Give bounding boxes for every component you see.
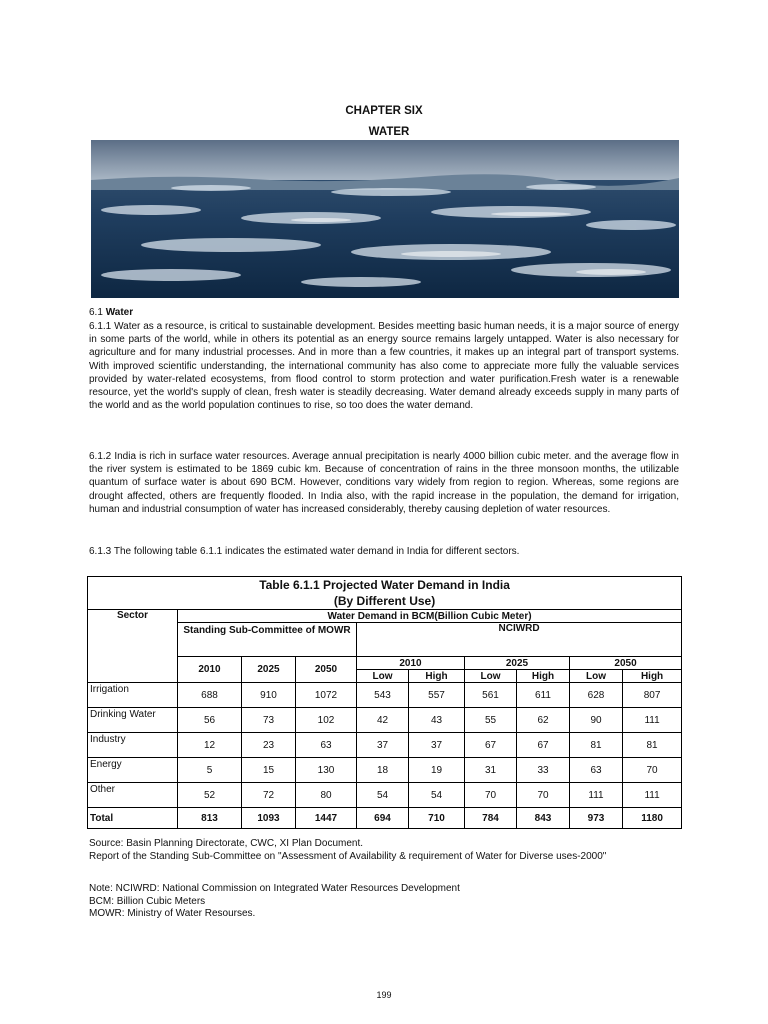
value-cell: 81 [570, 733, 623, 758]
value-cell: 910 [242, 683, 296, 708]
sector-label: Other [88, 783, 178, 808]
total-label: Total [88, 808, 178, 829]
group-header-mowr: Standing Sub-Committee of MOWR [178, 623, 357, 657]
low-header: Low [357, 670, 409, 683]
value-cell: 62 [517, 708, 570, 733]
year-header: 2010 [357, 657, 465, 670]
total-value-cell: 784 [465, 808, 517, 829]
table-row [88, 783, 682, 808]
value-cell: 628 [570, 683, 623, 708]
value-cell: 37 [409, 733, 465, 758]
value-cell: 23 [242, 733, 296, 758]
ocean-waves-photo [91, 140, 679, 298]
value-cell: 70 [465, 783, 517, 808]
table-row [88, 683, 682, 708]
year-header: 2050 [296, 657, 357, 683]
value-cell: 37 [357, 733, 409, 758]
high-header: High [409, 670, 465, 683]
source-line: Source: Basin Planning Directorate, CWC, XI Plan Document. [89, 838, 364, 849]
section-title: Water [105, 307, 134, 318]
value-cell: 111 [623, 708, 682, 733]
source-notes [89, 838, 709, 863]
total-value-cell: 1447 [296, 808, 357, 829]
value-cell: 31 [465, 758, 517, 783]
value-cell: 70 [623, 758, 682, 783]
chapter-title: WATER [368, 126, 410, 138]
value-cell: 81 [623, 733, 682, 758]
value-cell: 55 [465, 708, 517, 733]
paragraph-6-1-1: 6.1.1 Water as a resource, is critical to sustainable development. Besides meetting basic human needs, it is a major source of energy in some parts of the world, while in others its potential as an energy source remains largely untapped. Water is also necessary for agriculture and for many industrial processes. And in more than a few countries, it makes up an integral part of transport systems. With improved scientific understanding, the international community has also come to appreciate more fully the valuable services provided by water-related ecosystems, from flood control to storm protection and water purification.Fresh water is a renewable resource, yet the world's supply of clean, fresh water is steadily decreasing. Water demand already exceeds supply in many parts of the world and as the world population continues to rise, so too does the water demand. [89, 321, 679, 412]
year-header: 2010 [178, 657, 242, 683]
table-subtitle: (By Different Use) [333, 594, 436, 608]
value-cell: 90 [570, 708, 623, 733]
value-cell: 43 [409, 708, 465, 733]
value-cell: 56 [178, 708, 242, 733]
section-number: 6.1 [89, 307, 103, 318]
total-value-cell: 710 [409, 808, 465, 829]
high-header: High [517, 670, 570, 683]
total-value-cell: 1093 [242, 808, 296, 829]
total-value-cell: 694 [357, 808, 409, 829]
total-value-cell: 973 [570, 808, 623, 829]
value-cell: 543 [357, 683, 409, 708]
source-line: Report of the Standing Sub-Committee on "Assessment of Availability & requirement of Water for Diverse uses-2000" [89, 850, 607, 862]
high-header: High [623, 670, 682, 683]
low-header: Low [465, 670, 517, 683]
value-cell: 54 [357, 783, 409, 808]
value-cell: 18 [357, 758, 409, 783]
table-row-total [88, 808, 682, 829]
value-cell: 15 [242, 758, 296, 783]
table-row [88, 708, 682, 733]
paragraph-6-1-2: 6.1.2 India is rich in surface water resources. Average annual precipitation is nearly 4000 billion cubic meter. and the average flow in the river system is estimated to be 1869 cubic km. Because of concentration of rains in the three monsoon months, the utilizable quantum of surface water is about 690 BCM. However, conditions vary widely from region to region. Whereas, some regions are drought affected, others are frequently flooded. In India also, with the rapid increase in the population, the demand for irrigation, human and industrial consumption of water has increased considerably, thereby causing depletion of water resources. [89, 451, 679, 515]
value-cell: 42 [357, 708, 409, 733]
value-cell: 130 [296, 758, 357, 783]
total-value-cell: 1180 [623, 808, 682, 829]
value-cell: 67 [517, 733, 570, 758]
value-cell: 72 [242, 783, 296, 808]
year-header: 2050 [570, 657, 682, 670]
value-cell: 52 [178, 783, 242, 808]
total-value-cell: 843 [517, 808, 570, 829]
value-cell: 611 [517, 683, 570, 708]
water-demand-table [87, 576, 682, 829]
value-cell: 561 [465, 683, 517, 708]
value-cell: 33 [517, 758, 570, 783]
value-cell: 102 [296, 708, 357, 733]
value-cell: 19 [409, 758, 465, 783]
sector-label: Energy [88, 758, 178, 783]
value-cell: 1072 [296, 683, 357, 708]
value-cell: 70 [517, 783, 570, 808]
value-cell: 111 [570, 783, 623, 808]
table-title: Table 6.1.1 Projected Water Demand in India [259, 578, 510, 592]
note-line: BCM: Billion Cubic Meters [89, 895, 206, 907]
demand-header: Water Demand in BCM(Billion Cubic Meter) [178, 610, 682, 623]
total-value-cell: 813 [178, 808, 242, 829]
sector-label: Industry [88, 733, 178, 758]
value-cell: 67 [465, 733, 517, 758]
year-header: 2025 [242, 657, 296, 683]
note-line: MOWR: Ministry of Water Resourses. [89, 908, 256, 919]
sector-header: Sector [88, 610, 178, 683]
section-heading [89, 306, 679, 319]
table-row [88, 758, 682, 783]
page-number: 199 [376, 990, 392, 1000]
value-cell: 5 [178, 758, 242, 783]
table-body [88, 683, 682, 808]
sector-label: Irrigation [88, 683, 178, 708]
year-header: 2025 [465, 657, 570, 670]
table-row [88, 733, 682, 758]
value-cell: 688 [178, 683, 242, 708]
table-title-cell [88, 577, 682, 610]
paragraph-6-1-3: 6.1.3 The following table 6.1.1 indicates the estimated water demand in India for different sectors. [89, 546, 520, 557]
value-cell: 54 [409, 783, 465, 808]
low-header: Low [570, 670, 623, 683]
chapter-number: CHAPTER SIX [345, 105, 423, 117]
value-cell: 73 [242, 708, 296, 733]
abbreviation-notes [89, 883, 709, 921]
value-cell: 807 [623, 683, 682, 708]
value-cell: 63 [570, 758, 623, 783]
note-line: Note: NCIWRD: National Commission on Integrated Water Resources Development [89, 883, 460, 894]
value-cell: 12 [178, 733, 242, 758]
value-cell: 111 [623, 783, 682, 808]
sector-label: Drinking Water [88, 708, 178, 733]
value-cell: 557 [409, 683, 465, 708]
value-cell: 80 [296, 783, 357, 808]
group-header-nciwrd: NCIWRD [357, 623, 682, 657]
value-cell: 63 [296, 733, 357, 758]
